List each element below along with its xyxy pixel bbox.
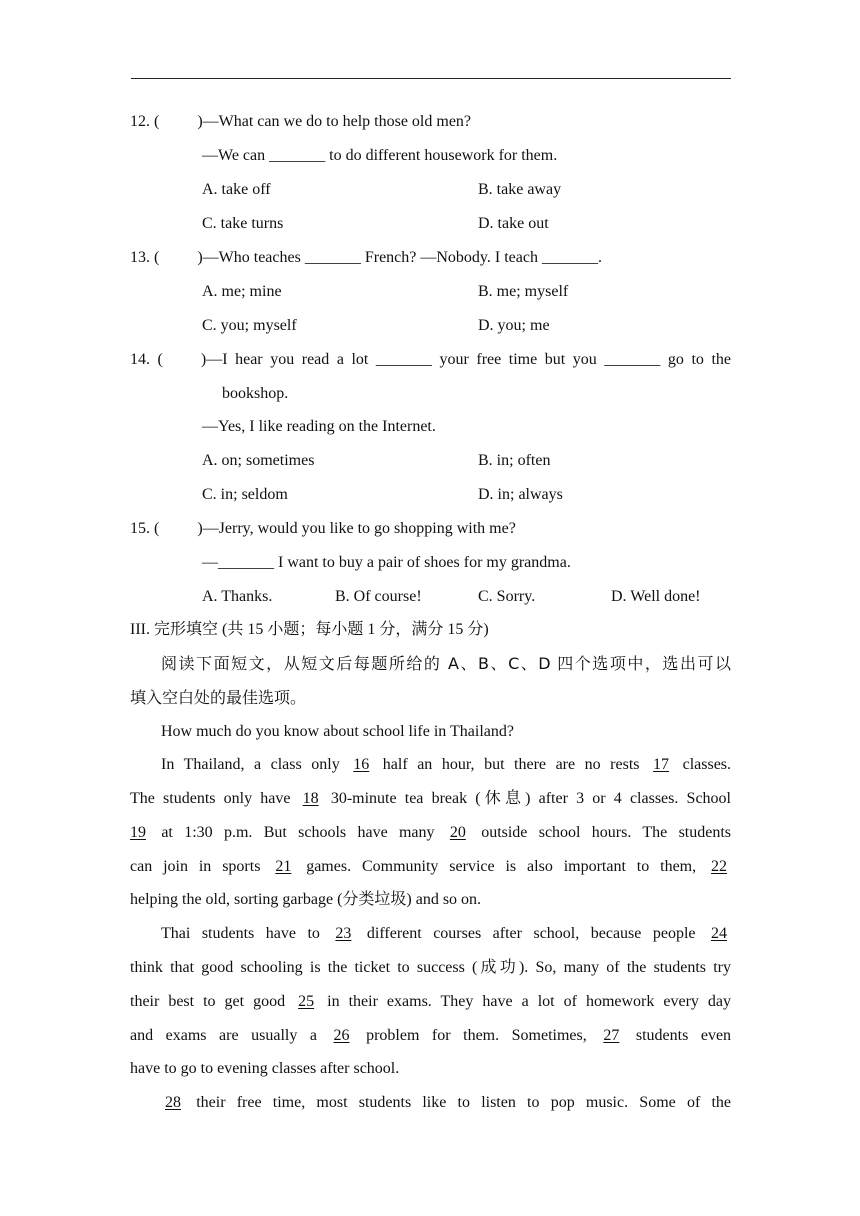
option-d: D. you; me [478, 317, 550, 334]
question-stem-continued: bookshop. [222, 385, 289, 402]
header-rule [131, 78, 731, 79]
blank-23: 23 [335, 925, 352, 942]
question-14 [130, 350, 731, 370]
blank-24: 24 [711, 925, 728, 942]
passage-line [130, 823, 731, 843]
option-b: B. Of course! [335, 588, 422, 605]
passage-line: think that good schooling is the ticket to success (成功). So, many of the students try [130, 959, 731, 976]
blank-19: 19 [130, 824, 146, 841]
blank-17: 17 [653, 756, 670, 773]
passage-text: The students only have [130, 790, 291, 807]
option-a: A. me; mine [202, 283, 282, 300]
option-c: C. in; seldom [202, 486, 288, 503]
blank-28: 28 [165, 1094, 181, 1111]
question-number: 14. ( [130, 351, 163, 368]
passage-line: helping the old, sorting garbage (分类垃圾) and so on. [130, 891, 482, 908]
blank-25: 25 [298, 993, 315, 1010]
section-instruction: 阅读下面短文，从短文后每题所给的 A、B、C、D 四个选项中，选出可以 [161, 654, 731, 673]
option-b: B. in; often [478, 452, 551, 469]
question-15 [130, 519, 516, 539]
passage-line: have to go to evening classes after school. [130, 1060, 400, 1077]
passage-text: their free time, most students like to listen to pop music. Some of the [196, 1094, 732, 1111]
passage-line [130, 789, 731, 809]
section-heading: III. 完形填空 (共 15 小题；每小题 1 分，满分 15 分) [130, 621, 489, 638]
section-instruction-continued: 填入空白处的最佳选项。 [130, 688, 307, 707]
option-d: D. take out [478, 215, 549, 232]
option-d: D. Well done! [611, 588, 701, 605]
option-c: C. take turns [202, 215, 284, 232]
option-a: A. on; sometimes [202, 452, 315, 469]
question-reply: —We can _______ to do different housework for them. [202, 147, 558, 164]
passage-text: and exams are usually a [130, 1027, 317, 1044]
passage-text: games. Community service is also important to them, [306, 858, 697, 875]
passage-text: problem for them. Sometimes, [366, 1027, 587, 1044]
passage-line [161, 755, 731, 775]
question-13 [130, 248, 602, 268]
option-c: C. Sorry. [478, 588, 536, 605]
answer-bracket: ) [197, 249, 203, 266]
question-number: 13. ( [130, 249, 160, 266]
answer-bracket: ) [197, 520, 203, 537]
passage-text: at 1:30 p.m. But schools have many [161, 824, 435, 841]
blank-16: 16 [353, 756, 370, 773]
question-12 [130, 112, 471, 132]
passage-line [161, 1093, 731, 1113]
question-stem: —What can we do to help those old men? [202, 113, 472, 130]
passage-text: can join in sports [130, 858, 261, 875]
question-reply: —_______ I want to buy a pair of shoes for my grandma. [202, 554, 571, 571]
question-number: 12. ( [130, 113, 160, 130]
blank-26: 26 [333, 1027, 350, 1044]
passage-text: classes. [682, 756, 732, 773]
option-c: C. you; myself [202, 317, 297, 334]
answer-bracket: ) [200, 351, 207, 368]
passage-line [161, 924, 731, 944]
option-d: D. in; always [478, 486, 563, 503]
passage-text: half an hour, but there are no rests [382, 756, 640, 773]
option-a: A. take off [202, 181, 271, 198]
blank-21: 21 [275, 858, 292, 875]
question-stem: —Who teaches _______ French? —Nobody. I teach _______. [202, 249, 602, 266]
answer-bracket: ) [197, 113, 203, 130]
passage-text: students even [635, 1027, 732, 1044]
question-reply: —Yes, I like reading on the Internet. [202, 418, 436, 435]
option-a: A. Thanks. [202, 588, 273, 605]
passage-text: In Thailand, a class only [161, 756, 340, 773]
passage-text: 30-minute tea break (休息) after 3 or 4 classes. School [330, 790, 731, 807]
passage-text: Thai students have to [161, 925, 320, 942]
passage-text: outside school hours. The students [481, 824, 732, 841]
blank-27: 27 [603, 1027, 620, 1044]
option-b: B. take away [478, 181, 562, 198]
passage-line [130, 1026, 731, 1046]
question-number: 15. ( [130, 520, 160, 537]
passage-line [130, 992, 731, 1012]
passage-line: How much do you know about school life in Thailand? [161, 723, 514, 740]
option-b: B. me; myself [478, 283, 569, 300]
passage-text: their best to get good [130, 993, 286, 1010]
question-stem: —Jerry, would you like to go shopping with me? [202, 520, 516, 537]
passage-line [130, 857, 731, 877]
blank-20: 20 [449, 824, 466, 841]
question-stem: —I hear you read a lot _______ your free time but you _______ go to the [206, 351, 731, 368]
passage-text: different courses after school, because people [366, 925, 696, 942]
blank-22: 22 [711, 858, 728, 875]
blank-18: 18 [302, 790, 319, 807]
passage-text: in their exams. They have a lot of homework every day [327, 993, 732, 1010]
